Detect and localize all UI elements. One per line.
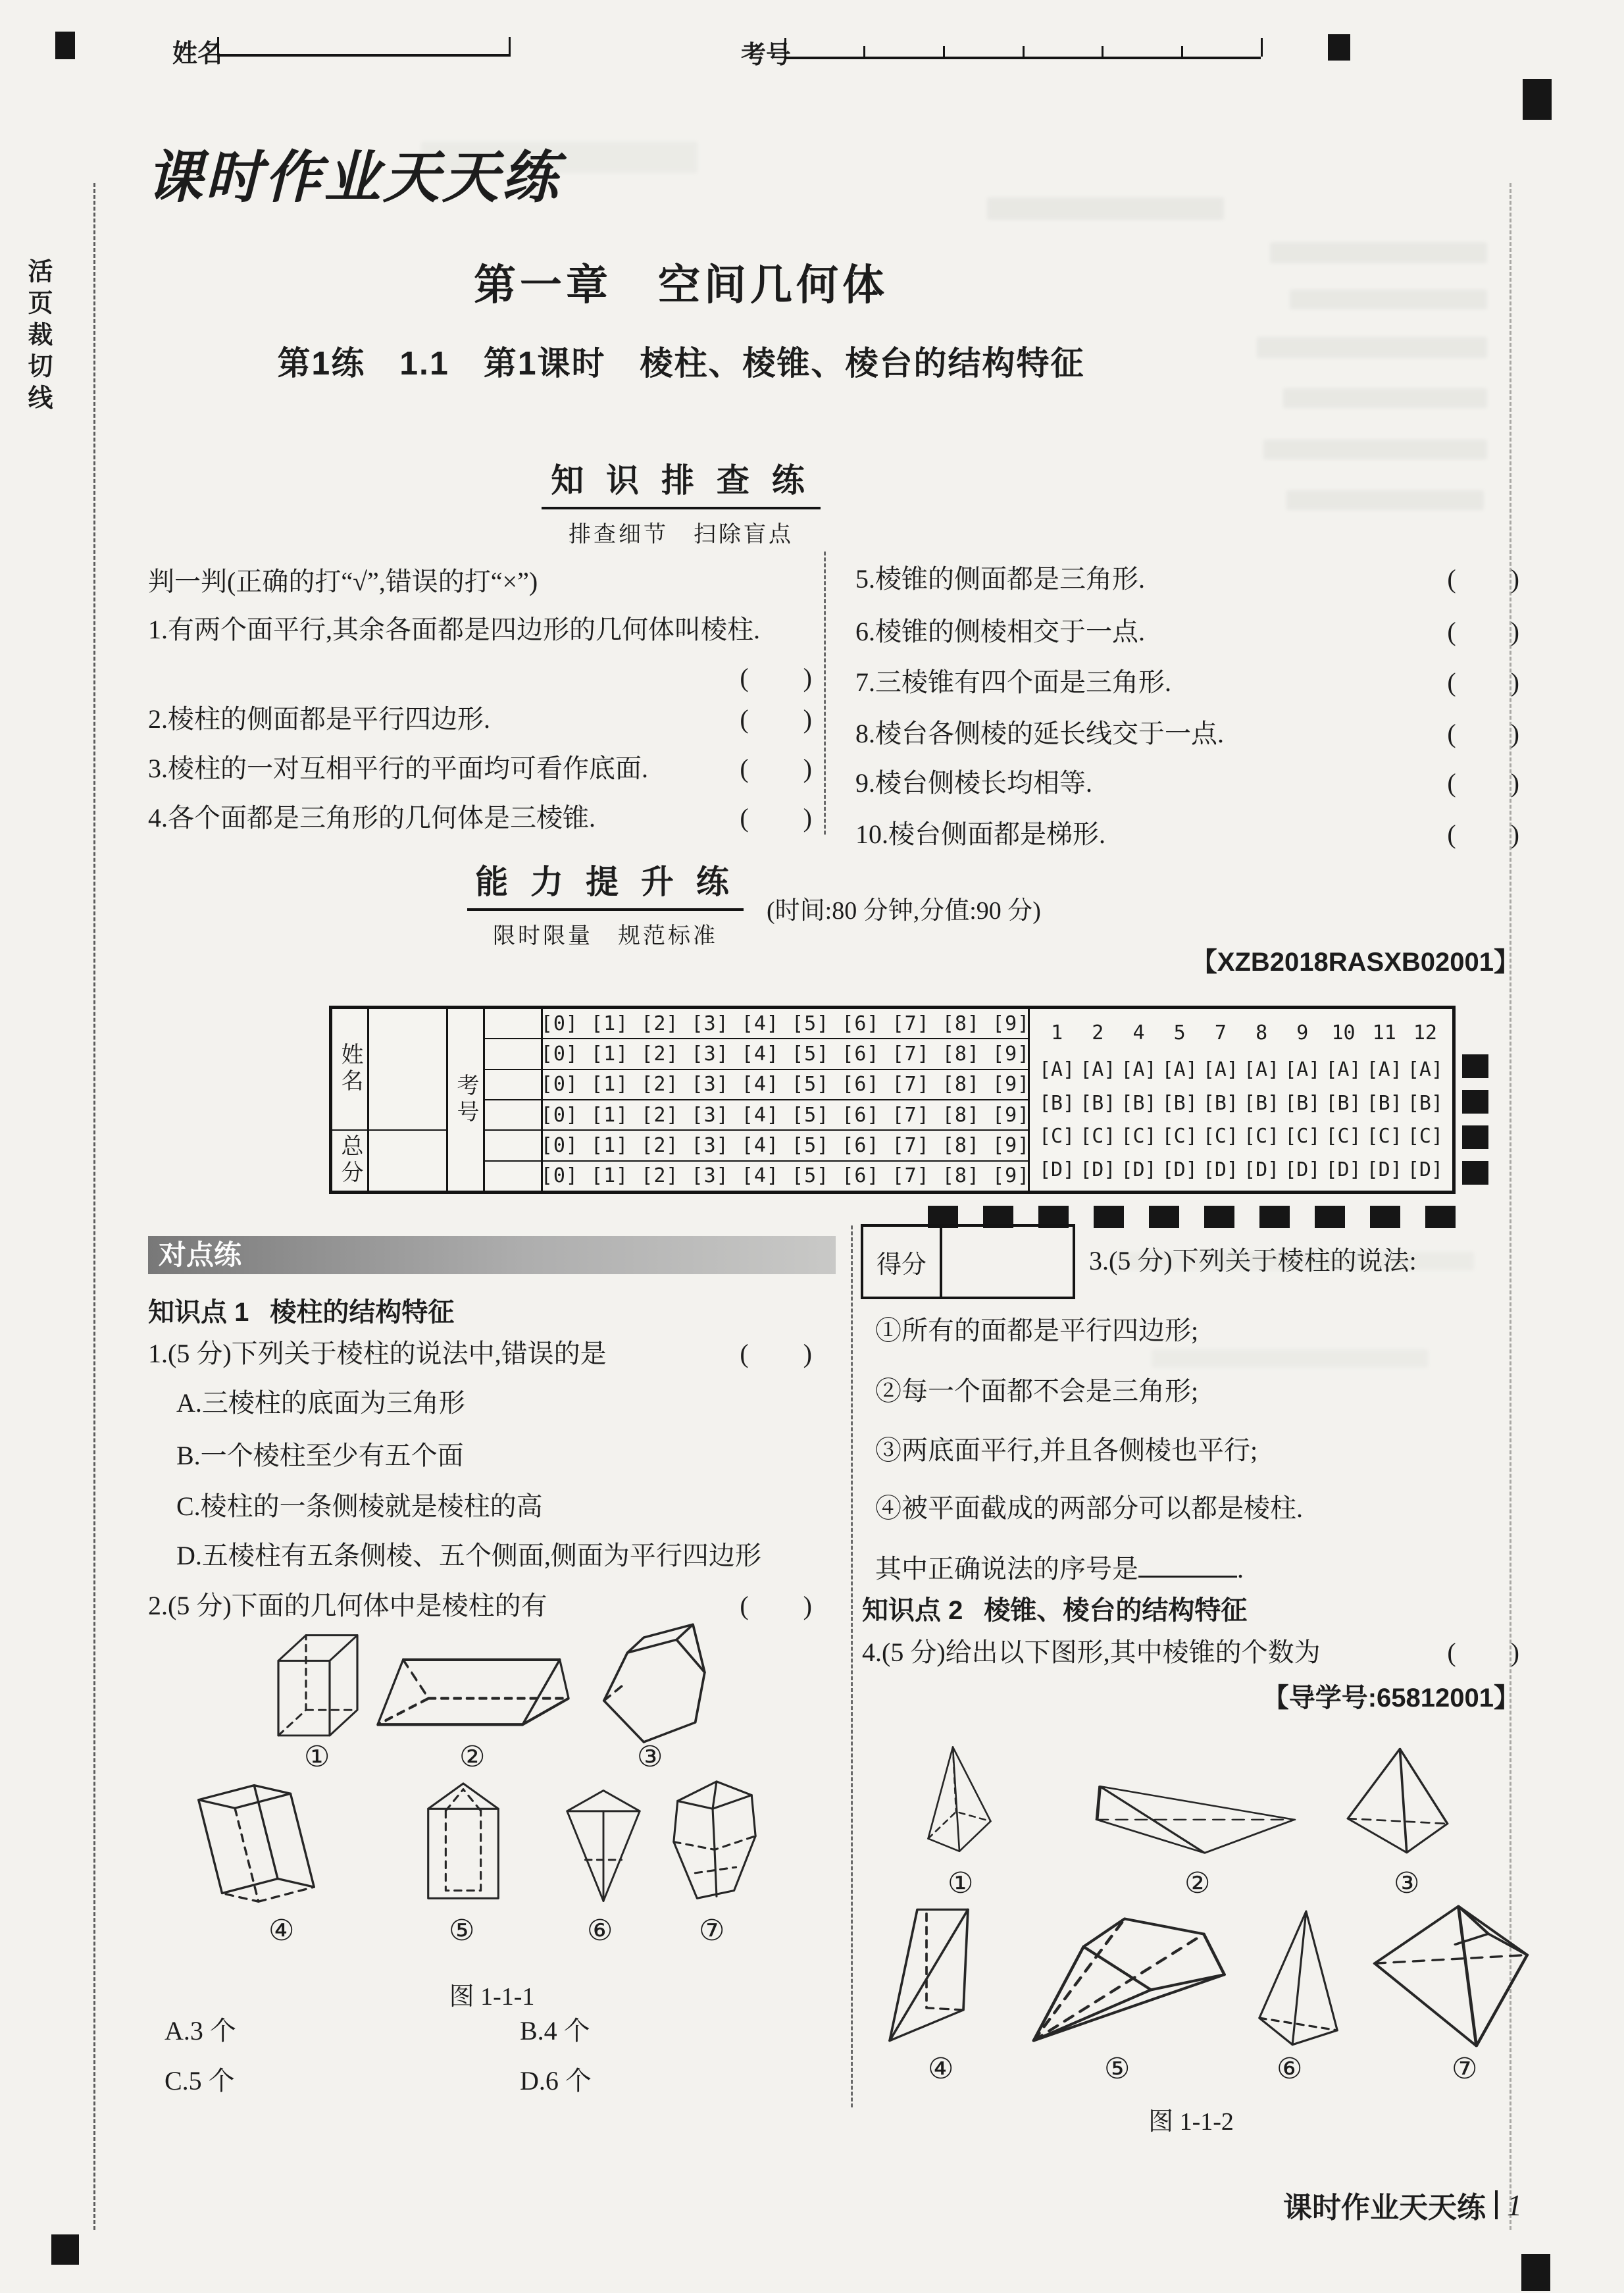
figure-label: ③ — [637, 1741, 663, 1773]
bleedthrough-smudge — [1290, 290, 1487, 309]
digit-bubble-row[interactable]: [0] [1] [2] [3] [4] [5] [6] [7] [8] [9] — [543, 1100, 1028, 1131]
registration-mark-bottom-left — [51, 2234, 79, 2265]
question-3-item-4: ④被平面截成的两部分可以都是棱柱. — [875, 1493, 1303, 1523]
figure-label: ⑥ — [587, 1915, 613, 1947]
figure-1-1-1-shape-1-cuboid — [268, 1624, 367, 1743]
question-1-option-a[interactable]: A.三棱柱的底面为三角形 — [176, 1388, 465, 1418]
registration-mark-top-left — [55, 32, 75, 59]
figure-1-1-2-shape-7-kite-tetrahedron — [1369, 1902, 1533, 2050]
answer-sheet — [329, 1006, 1456, 1194]
figure-label: ① — [948, 1867, 974, 1899]
answer-sheet-examno-column — [448, 1009, 485, 1191]
figure-label: ⑤ — [1104, 2053, 1130, 2085]
timing-mark — [1425, 1206, 1456, 1228]
question-2-option-d[interactable]: D.6 个 — [520, 2066, 592, 2096]
question-4-bracket[interactable]: ( ) — [1447, 1637, 1520, 1667]
digit-bubble-row[interactable]: [0] [1] [2] [3] [4] [5] [6] [7] [8] [9] — [543, 1009, 1028, 1039]
tf-item-7-bracket[interactable]: ( ) — [1447, 667, 1520, 697]
tf-item-2-text: 2.棱柱的侧面都是平行四边形. — [148, 704, 490, 734]
bleedthrough-smudge — [987, 197, 1224, 220]
bleedthrough-smudge — [1283, 388, 1487, 408]
tf-column-divider — [824, 552, 826, 835]
answer-sheet-writein-column — [369, 1009, 448, 1191]
registration-mark-bottom-right — [1521, 2254, 1550, 2291]
bleedthrough-smudge — [1263, 440, 1487, 459]
page-footer — [1283, 2184, 1522, 2226]
figure-label: ④ — [928, 2053, 954, 2085]
question-1-option-b[interactable]: B.一个棱柱至少有五个面 — [176, 1441, 464, 1470]
exam-no-ruler[interactable] — [784, 37, 1261, 59]
knowledge-point-2-heading — [862, 1589, 1247, 1627]
section-title: 第1练 1.1 第1课时 棱柱、棱锥、棱台的结构特征 — [277, 345, 1085, 382]
figure-1-1-1-shape-2-triangular-prism — [374, 1649, 574, 1734]
tf-item-9-bracket[interactable]: ( ) — [1447, 768, 1520, 798]
bleedthrough-smudge — [1257, 337, 1487, 358]
question-2-option-c[interactable]: C.5 个 — [165, 2066, 235, 2096]
tf-item-10-text: 10.棱台侧面都是梯形. — [855, 819, 1105, 849]
footer-page-number: 1 — [1507, 2188, 1522, 2222]
score-box-label: 得分 — [863, 1227, 942, 1297]
digit-bubble-row[interactable]: [0] [1] [2] [3] [4] [5] [6] [7] [8] [9] — [543, 1039, 1028, 1069]
figure-1-1-1-caption: 图 1-1-1 — [449, 1983, 535, 2011]
knowledge-check-subtitle: 排查细节 扫除盲点 — [569, 523, 794, 547]
tf-item-3-text: 3.棱柱的一对互相平行的平面均可看作底面. — [148, 754, 648, 783]
figure-1-1-2-shape-3-tetrahedron — [1341, 1745, 1454, 1856]
figure-label: ③ — [1394, 1867, 1420, 1899]
answer-sheet-total-label: 总分 — [338, 1134, 362, 1187]
kp2-title: 棱锥、棱台的结构特征 — [984, 1596, 1248, 1625]
answer-sheet-digit-bubbles — [540, 1009, 1030, 1191]
tf-item-6-text: 6.棱锥的侧棱相交于一点. — [855, 617, 1145, 646]
question-3-conclusion — [875, 1548, 1244, 1585]
figure-label: ② — [1184, 1867, 1211, 1899]
option-bubble-row-c[interactable]: [C] [C] [C] [C] [C] [C] [C] [C] [C] [C] — [1039, 1125, 1444, 1148]
figure-label: ① — [304, 1741, 330, 1773]
chapter-title: 第一章 空间几何体 — [474, 261, 888, 309]
tf-item-8-text: 8.棱台各侧棱的延长线交于一点. — [855, 719, 1224, 748]
question-2-bracket[interactable]: ( ) — [740, 1591, 813, 1620]
figure-1-1-1-shape-3-hexagonal-prism — [592, 1616, 709, 1757]
digit-bubble-row[interactable]: [0] [1] [2] [3] [4] [5] [6] [7] [8] [9] — [540, 1164, 1030, 1188]
question-2 — [148, 1589, 813, 1622]
figure-label: ② — [459, 1741, 486, 1773]
timing-mark — [1370, 1206, 1400, 1228]
figure-1-1-2-caption: 图 1-1-2 — [1148, 2108, 1234, 2136]
tf-item-5-text: 5.棱锥的侧面都是三角形. — [855, 564, 1145, 594]
timing-mark — [1462, 1054, 1488, 1078]
timing-mark — [1315, 1206, 1345, 1228]
question-1-option-d[interactable]: D.五棱柱有五条侧棱、五个侧面,侧面为平行四边形 — [176, 1541, 761, 1570]
tf-instruction: 判一判(正确的打“√”,错误的打“×”) — [148, 567, 538, 596]
name-label: 姓名 — [172, 40, 223, 68]
duidian-bar — [148, 1236, 836, 1274]
bleedthrough-smudge — [1286, 490, 1484, 510]
timing-mark — [1462, 1125, 1488, 1149]
score-box-field[interactable] — [942, 1227, 1073, 1297]
tf-item-3-bracket[interactable]: ( ) — [740, 754, 813, 783]
paper-code: 【XZB2018RASXB02001】 — [1190, 948, 1520, 977]
knowledge-check-title: 知 识 排 查 练 — [542, 454, 821, 509]
timing-mark — [1204, 1206, 1234, 1228]
brand-masthead: 课时作业天天练 — [146, 146, 561, 209]
kp1-label: 知识点 1 — [148, 1298, 249, 1327]
question-3-item-2: ②每一个面都不会是三角形; — [875, 1376, 1199, 1406]
exercise-column-divider — [851, 1225, 853, 2107]
question-1-stem: 1.(5 分)下列关于棱柱的说法中,错误的是 — [148, 1339, 607, 1368]
question-2-option-a[interactable]: A.3 个 — [165, 2016, 236, 2046]
figure-1-1-2-shape-4-narrow-wedge — [885, 1903, 1000, 2047]
answer-sheet-examno-label: 考号 — [453, 1073, 478, 1126]
registration-mark-top-right — [1328, 34, 1350, 61]
figure-1-1-1-shape-4-oblique-prism — [192, 1777, 320, 1912]
question-3-period: . — [1237, 1554, 1244, 1584]
question-3-item-3: ③两底面平行,并且各侧棱也平行; — [875, 1435, 1258, 1465]
knowledge-check-heading — [148, 454, 1214, 548]
question-number-row: 1 2 4 5 7 8 9 10 11 12 — [1051, 1021, 1437, 1044]
examno-digit-box[interactable] — [485, 1039, 541, 1069]
tf-item-5 — [855, 563, 1520, 596]
sidebar-cutline-label: 活页裁切线 — [24, 258, 51, 416]
name-fill-line[interactable] — [217, 37, 511, 57]
question-2-option-b[interactable]: B.4 个 — [520, 2016, 590, 2046]
exam-no-label: 考号 — [741, 41, 792, 69]
duidian-bar-label: 对点练 — [159, 1239, 242, 1270]
digit-bubble-row[interactable]: [0] [1] [2] [3] [4] [5] [6] [7] [8] [9] — [543, 1131, 1028, 1161]
bleedthrough-smudge — [1270, 242, 1487, 263]
examno-digit-box[interactable] — [485, 1131, 541, 1161]
option-bubble-row-b[interactable]: [B] [B] [B] [B] [B] [B] [B] [B] [B] [B] — [1039, 1091, 1444, 1115]
timing-mark — [1259, 1206, 1290, 1228]
tf-item-1-text: 1.有两个面平行,其余各面都是四边形的几何体叫棱柱. — [148, 615, 760, 644]
figure-1-1-2-shape-1-pyramid — [920, 1745, 1002, 1856]
question-1-bracket[interactable]: ( ) — [740, 1339, 813, 1368]
answer-sheet-option-panel — [1030, 1009, 1452, 1191]
tf-item-9 — [855, 767, 1520, 800]
score-box — [861, 1224, 1075, 1299]
tf-item-9-text: 9.棱台侧棱长均相等. — [855, 768, 1092, 798]
figure-1-1-2-shape-6-tall-tetrahedron — [1252, 1907, 1349, 2051]
tf-item-8 — [855, 717, 1520, 750]
tf-item-2 — [148, 703, 813, 736]
ability-meta: (时间:80 分钟,分值:90 分) — [767, 897, 1041, 925]
tf-item-6-bracket[interactable]: ( ) — [1447, 617, 1520, 646]
answer-sheet-total-field[interactable] — [369, 1131, 446, 1191]
kp1-title: 棱柱的结构特征 — [270, 1298, 455, 1327]
option-bubble-row-d[interactable]: [D] [D] [D] [D] [D] [D] [D] [D] [D] [D] — [1039, 1158, 1444, 1182]
registration-mark-right-edge — [1523, 79, 1552, 120]
timing-mark — [1149, 1206, 1179, 1228]
figure-1-1-2-shape-5-side-pyramid — [1028, 1909, 1233, 2048]
tf-item-4-bracket[interactable]: ( ) — [740, 803, 813, 833]
figure-label: ④ — [268, 1915, 295, 1947]
timing-mark — [1094, 1206, 1124, 1228]
question-4 — [862, 1636, 1520, 1669]
figure-1-1-1-shape-6-wedge — [558, 1785, 649, 1907]
question-3-stem: 3.(5 分)下列关于棱柱的说法: — [1089, 1246, 1417, 1275]
question-3-item-1: ①所有的面都是平行四边形; — [875, 1316, 1199, 1345]
tf-item-4 — [148, 802, 813, 835]
question-3-conclusion-text: 其中正确说法的序号是 — [875, 1554, 1138, 1584]
answer-sheet-label-column — [332, 1009, 369, 1191]
tf-item-7 — [855, 666, 1520, 699]
examno-digit-box[interactable] — [485, 1009, 541, 1039]
examno-digit-box[interactable] — [485, 1100, 541, 1131]
ability-subtitle: 限时限量 规范标准 — [493, 924, 718, 948]
figure-1-1-2-shape-2-lying-tetrahedron — [1091, 1780, 1300, 1856]
figure-label: ⑦ — [1452, 2053, 1478, 2085]
left-cut-line — [93, 183, 95, 2230]
tf-item-5-bracket[interactable]: ( ) — [1447, 564, 1520, 594]
footer-brand: 课时作业天天练 — [1283, 2192, 1486, 2224]
bleedthrough-smudge — [1152, 1349, 1428, 1368]
answer-sheet-name-label: 姓名 — [332, 1009, 367, 1131]
tf-item-7-text: 7.三棱锥有四个面是三角形. — [855, 667, 1171, 697]
figure-1-1-1-shape-5-pentagonal-prism — [415, 1776, 512, 1912]
guide-code: 【导学号:65812001】 — [1262, 1684, 1520, 1713]
knowledge-point-1-heading — [148, 1291, 454, 1329]
question-1-option-c[interactable]: C.棱柱的一条侧棱就是棱柱的高 — [176, 1491, 543, 1521]
tf-item-8-bracket[interactable]: ( ) — [1447, 719, 1520, 748]
question-4-stem: 4.(5 分)给出以下图形,其中棱锥的个数为 — [862, 1637, 1321, 1667]
tf-item-10-bracket[interactable]: ( ) — [1447, 819, 1520, 849]
figure-label: ⑤ — [449, 1915, 475, 1947]
figure-1-1-1-shape-7-crystal — [666, 1776, 763, 1912]
kp2-label: 知识点 2 — [862, 1596, 963, 1625]
question-2-stem: 2.(5 分)下面的几何体中是棱柱的有 — [148, 1591, 547, 1620]
examno-digit-box[interactable] — [485, 1162, 541, 1191]
digit-bubble-row[interactable]: [0] [1] [2] [3] [4] [5] [6] [7] [8] [9] — [543, 1070, 1028, 1100]
timing-mark — [1462, 1090, 1488, 1114]
tf-item-1-bracket[interactable]: ( ) — [740, 663, 813, 692]
tf-item-3 — [148, 752, 813, 785]
tf-item-10 — [855, 818, 1520, 851]
question-1 — [148, 1337, 813, 1370]
option-bubble-row-a[interactable]: [A] [A] [A] [A] [A] [A] [A] [A] [A] [A] — [1039, 1058, 1444, 1081]
footer-divider — [1495, 2190, 1498, 2219]
examno-digit-box[interactable] — [485, 1070, 541, 1100]
answer-sheet-digit-write-column — [485, 1009, 543, 1191]
tf-item-4-text: 4.各个面都是三角形的几何体是三棱锥. — [148, 803, 596, 833]
figure-label: ⑦ — [699, 1915, 725, 1947]
figure-label: ⑥ — [1277, 2053, 1303, 2085]
tf-item-6 — [855, 615, 1520, 648]
question-3-answer-blank[interactable] — [1138, 1553, 1237, 1578]
tf-item-2-bracket[interactable]: ( ) — [740, 704, 813, 734]
answer-sheet-name-field[interactable] — [369, 1009, 446, 1131]
ability-title: 能 力 提 升 练 — [467, 856, 744, 911]
timing-mark — [1462, 1161, 1488, 1185]
